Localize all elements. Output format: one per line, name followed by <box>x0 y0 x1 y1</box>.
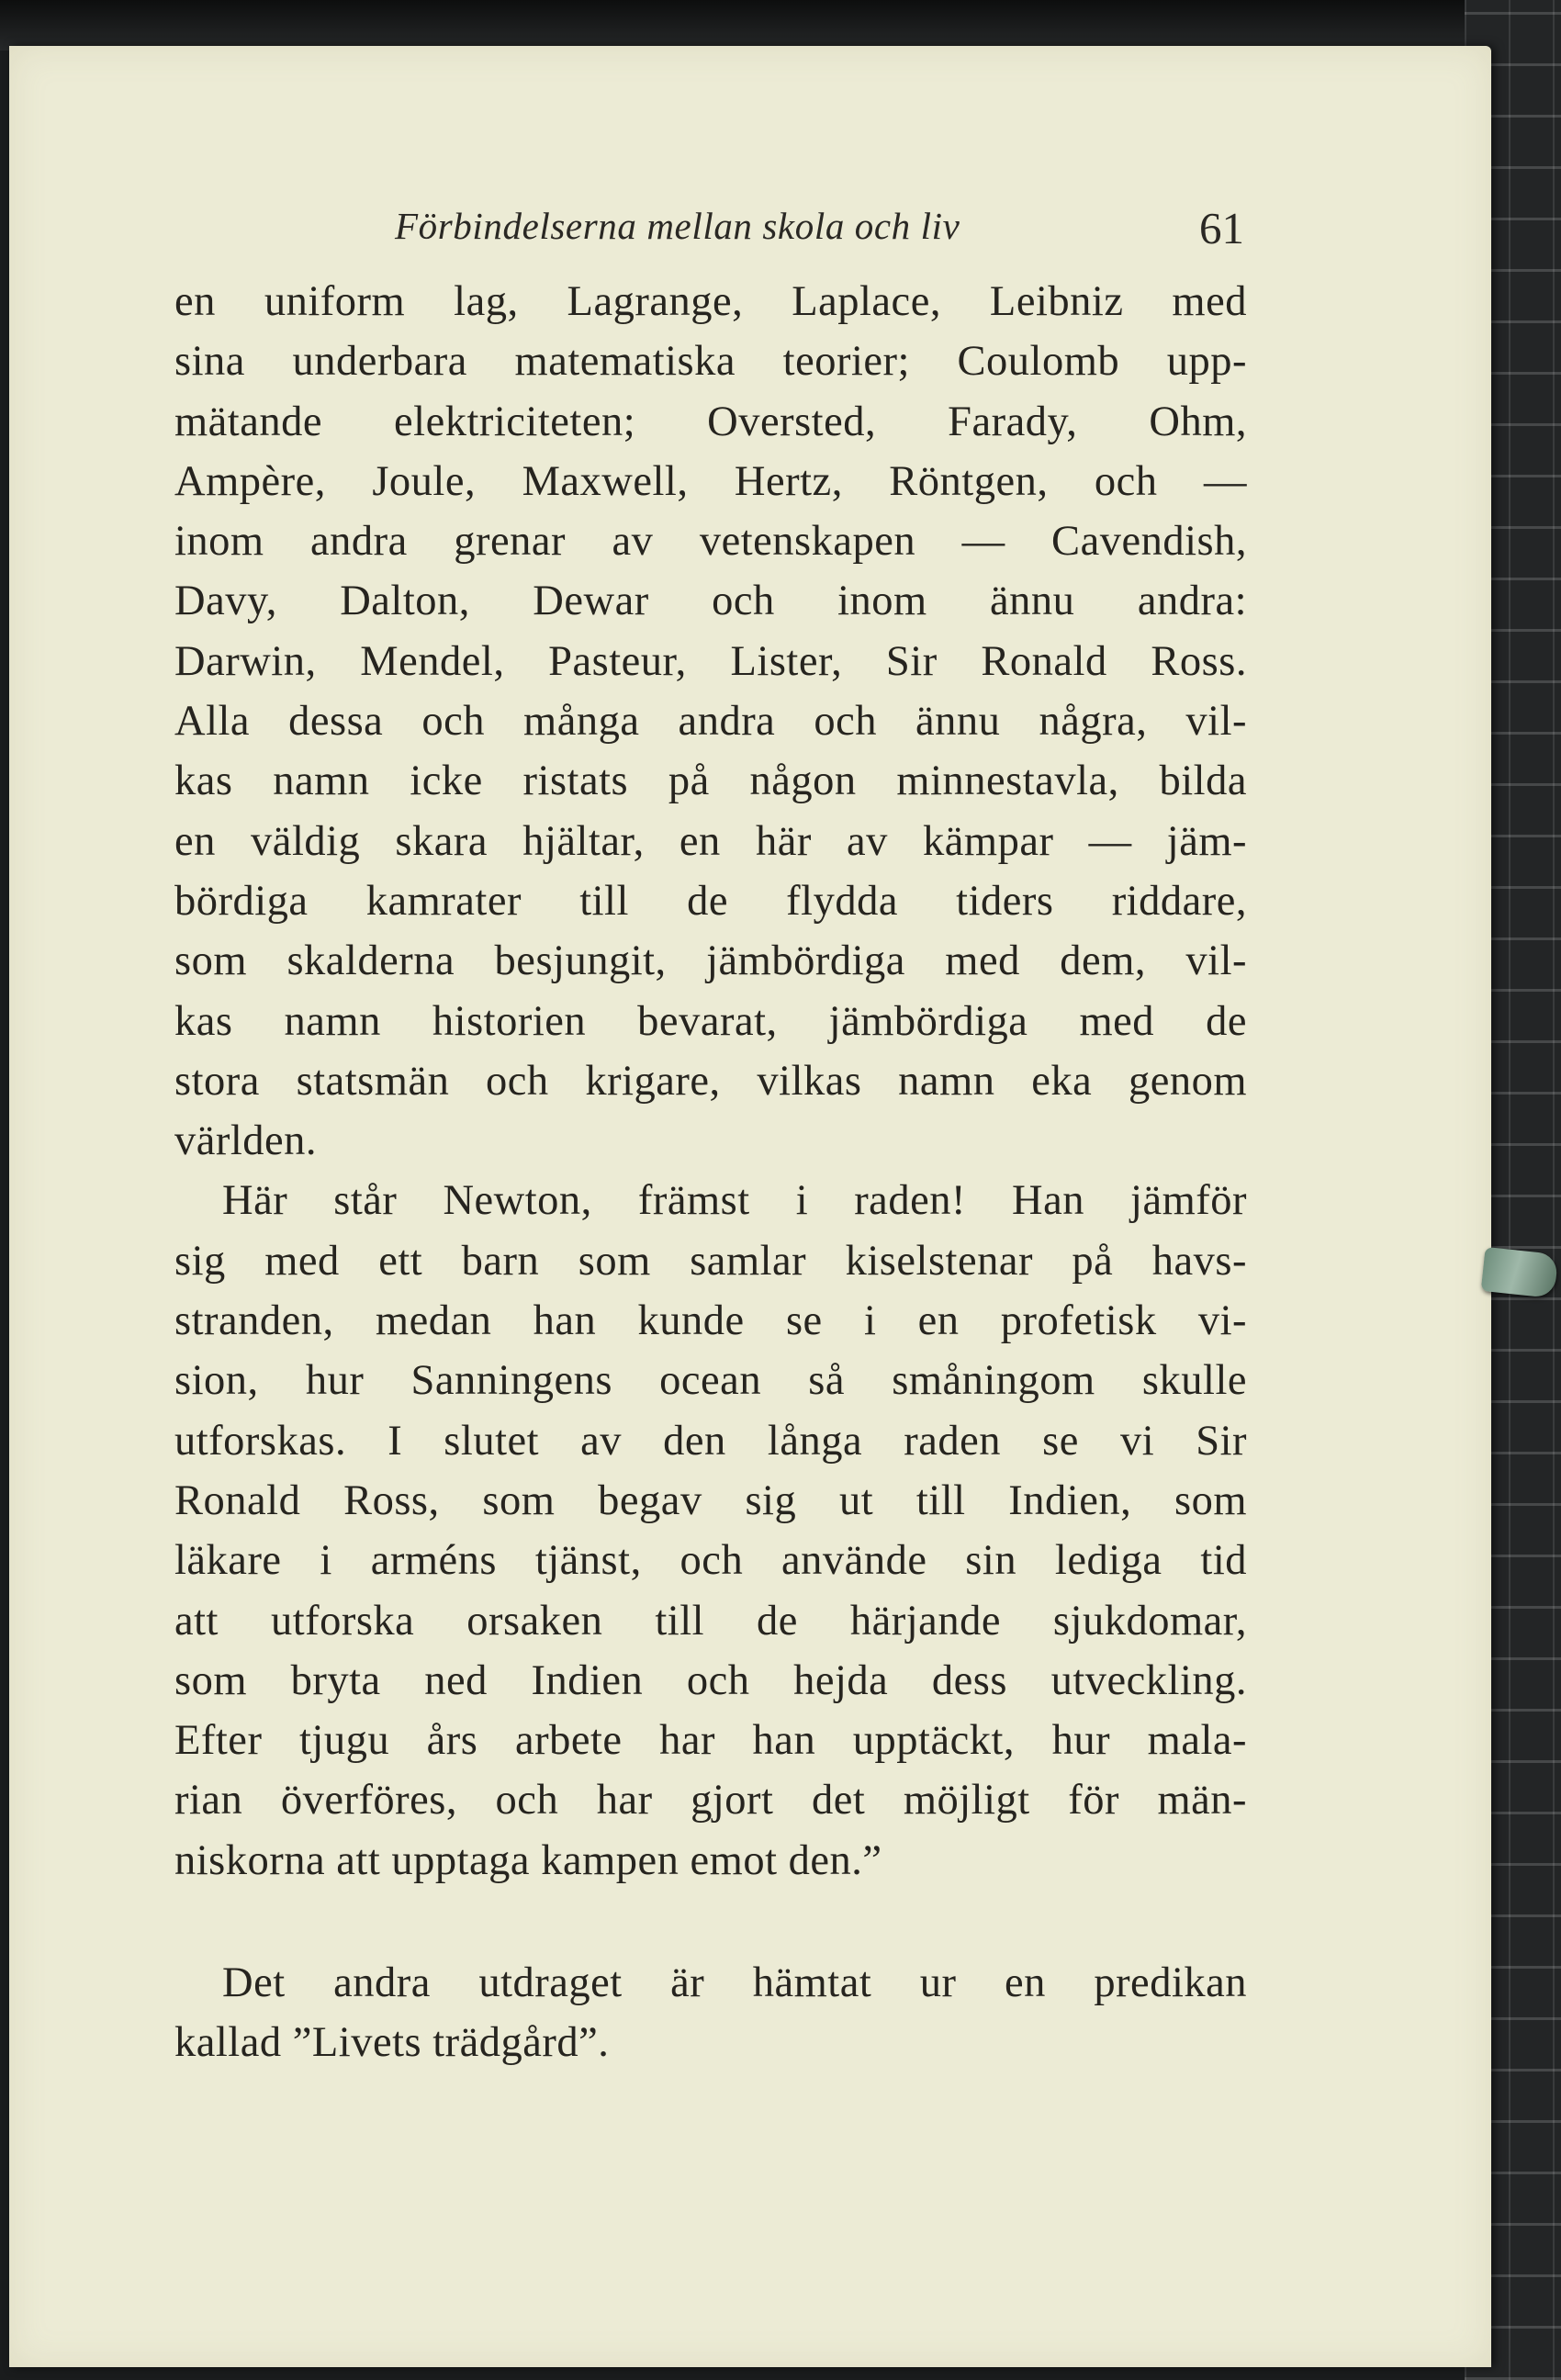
page-clip <box>1481 1247 1559 1298</box>
text-line: Davy, Dalton, Dewar och inom ännu andra: <box>174 578 1247 625</box>
text-line: mätande elektriciteten; Oversted, Farady, Ohm, <box>174 398 1247 445</box>
scan-top-edge <box>0 0 1561 51</box>
text-line: sina underbara matematiska teorier; Coulomb upp- <box>174 338 1247 386</box>
text-line: bördiga kamrater till de flydda tiders riddare, <box>174 877 1247 925</box>
text-line: Efter tjugu års arbete har han upptäckt, hur mala- <box>174 1717 1247 1765</box>
text-line: som skalderna besjungit, jämbördiga med dem, vil- <box>174 937 1247 985</box>
text-line: världen. <box>174 1117 318 1165</box>
text-line: niskorna att upptaga kampen emot den.” <box>174 1836 882 1884</box>
text-line: Ronald Ross, som begav sig ut till Indien, som <box>174 1476 1247 1524</box>
text-line: stranden, medan han kunde se i en profetisk vi- <box>174 1297 1247 1345</box>
text-line: som bryta ned Indien och hejda dess utveckling. <box>174 1656 1247 1704</box>
text-line: läkare i arméns tjänst, och använde sin lediga tid <box>174 1537 1247 1585</box>
text-line: en väldig skara hjältar, en här av kämpar — jäm- <box>174 817 1247 865</box>
text-line: en uniform lag, Lagrange, Laplace, Leibniz med <box>174 278 1247 325</box>
text-line: Alla dessa och många andra och ännu några, vil- <box>174 698 1247 746</box>
text-line: kas namn icke ristats på någon minnestavla, bilda <box>174 758 1247 805</box>
text-line: sion, hur Sanningens ocean så småningom skulle <box>174 1357 1247 1405</box>
text-line: Darwin, Mendel, Pasteur, Lister, Sir Ronald Ross. <box>174 637 1247 685</box>
paragraph-gap <box>174 1891 1247 1953</box>
text-line: att utforska orsaken till de härjande sjukdomar, <box>174 1597 1247 1645</box>
page-number: 61 <box>1199 203 1244 253</box>
text-line: Ampère, Joule, Maxwell, Hertz, Röntgen, och — <box>174 457 1247 505</box>
text-line: rian överföres, och har gjort det möjligt för män- <box>174 1777 1247 1824</box>
text-line: utforskas. I slutet av den långa raden se vi Sir <box>174 1417 1247 1465</box>
text-line: kallad ”Livets trädgård”. <box>174 2019 610 2067</box>
text-line: inom andra grenar av vetenskapen — Cavendish, <box>174 518 1247 566</box>
paragraph-3 <box>174 1953 1247 2073</box>
paragraph-1 <box>174 272 1247 1171</box>
running-title: Förbindelserna mellan skola och liv <box>395 205 960 247</box>
text-line: sig med ett barn som samlar kiselstenar på havs- <box>174 1237 1247 1285</box>
paragraph-2 <box>174 1171 1247 1891</box>
body-text <box>174 272 1247 2073</box>
text-line: stora statsmän och krigare, vilkas namn eka genom <box>174 1057 1247 1105</box>
text-line: Här står Newton, främst i raden! Han jämför <box>222 1177 1247 1225</box>
text-line: kas namn historien bevarat, jämbördiga med de <box>174 997 1247 1045</box>
text-line: Det andra utdraget är hämtat ur en predikan <box>222 1959 1247 2007</box>
